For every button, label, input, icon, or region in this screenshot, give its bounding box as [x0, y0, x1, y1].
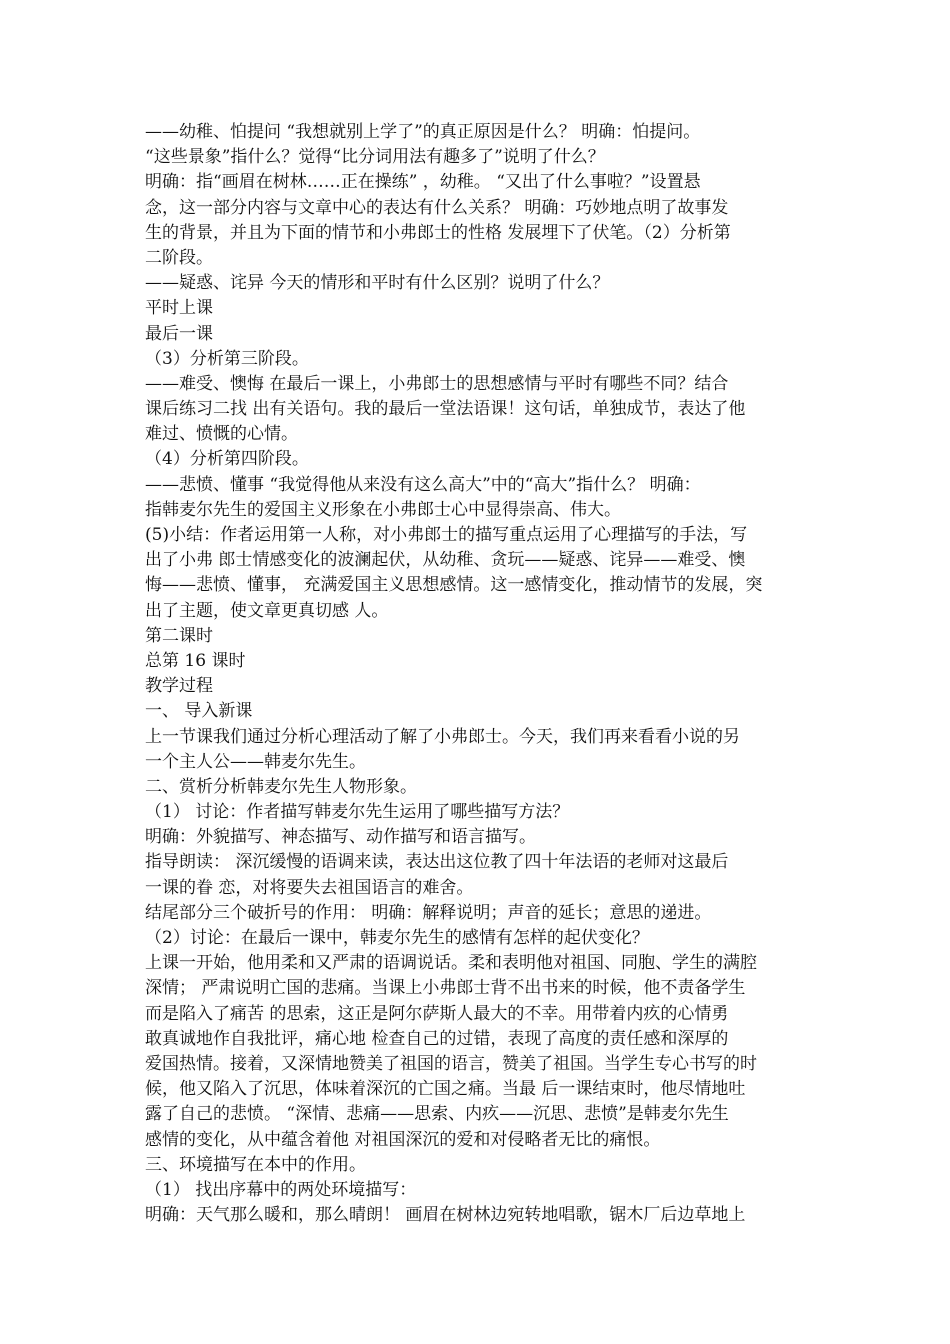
text-line: 二阶段。 [145, 247, 213, 268]
text-line: 三、环境描写在本中的作用。 [145, 1154, 366, 1175]
text-line: 上一节课我们通过分析心理活动了解了小弗郎士。今天，我们再来看看小说的另 [145, 726, 740, 747]
text-line: ——悲愤、懂事 “我觉得他从来没有这么高大”中的“高大”指什么？ 明确： [145, 474, 701, 495]
text-line: 课后练习二找 出有关语句。我的最后一堂法语课！这句话，单独成节，表达了他 [145, 399, 746, 420]
text-line: 上课一开始，他用柔和又严肃的语调说话。柔和表明他对祖国、同胞、学生的满腔 [145, 953, 757, 974]
text-line: 爱国热情。接着，又深情地赞美了祖国的语言，赞美了祖国。当学生专心书写的时 [145, 1053, 757, 1074]
text-line: 敢真诚地作自我批评，痛心地 检查自己的过错，表现了高度的责任感和深厚的 [145, 1028, 729, 1049]
text-line: 念，这一部分内容与文章中心的表达有什么关系？ 明确：巧妙地点明了故事发 [145, 197, 729, 218]
text-line: 结尾部分三个破折号的作用： 明确：解释说明；声音的延长；意思的递进。 [145, 902, 712, 923]
text-line: 露了自己的悲愤。 “深情、悲痛——思索、内疚——沉思、悲愤”是韩麦尔先生 [145, 1104, 729, 1125]
text-line: 二、赏析分析韩麦尔先生人物形象。 [145, 776, 417, 797]
text-line: 难过、愤慨的心情。 [145, 424, 298, 445]
text-line: （1） 找出序幕中的两处环境描写： [145, 1179, 417, 1200]
text-line: 明确：天气那么暖和，那么晴朗！ 画眉在树林边宛转地唱歌，锯木厂后边草地上 [145, 1205, 746, 1226]
text-line: 第二课时 [145, 625, 213, 646]
text-line: 最后一课 [145, 323, 213, 344]
text-line: （4）分析第四阶段。 [145, 449, 309, 470]
text-line: （3）分析第三阶段。 [145, 348, 309, 369]
text-line: (5)小结：作者运用第一人称，对小弗郎士的描写重点运用了心理描写的手法，写 [145, 525, 748, 545]
text-line: 感情的变化，从中蕴含着他 对祖国深沉的爱和对侵略者无比的痛恨。 [145, 1129, 661, 1150]
text-line: 生的背景，并且为下面的情节和小弗郎士的性格 发展埋下了伏笔。（2）分析第 [145, 222, 731, 243]
text-line: 指韩麦尔先生的爱国主义形象在小弗郎士心中显得崇高、伟大。 [145, 499, 621, 520]
text-line: 总第 16 课时 [145, 650, 246, 671]
text-line: 一、 导入新课 [145, 701, 253, 722]
text-line: ——难受、懊悔 在最后一课上，小弗郎士的思想感情与平时有哪些不同？结合 [145, 373, 729, 394]
text-line: 而是陷入了痛苦 的思索，这正是阿尔萨斯人最大的不幸。用带着内疚的心情勇 [145, 1003, 729, 1024]
text-line: （2）讨论：在最后一课中，韩麦尔先生的感情有怎样的起伏变化？ [145, 928, 649, 948]
text-line: “这些景象”指什么？觉得“比分词用法有趣多了”说明了什么？ [145, 147, 605, 168]
text-line: 深情； 严肃说明亡国的悲痛。当课上小弗郎士背不出书来的时候，他不责备学生 [145, 978, 746, 999]
document-body [145, 120, 810, 1228]
text-line: 平时上课 [145, 298, 213, 319]
text-line: 出了主题，使文章更真切感 人。 [145, 600, 389, 621]
text-line: 指导朗读： 深沉缓慢的语调来读，表达出这位教了四十年法语的老师对这最后 [145, 852, 729, 873]
text-line: 教学过程 [145, 676, 213, 697]
text-line: 出了小弗 郎士情感变化的波澜起伏，从幼稚、贪玩——疑惑、诧异——难受、懊 [145, 550, 746, 571]
text-line: （1） 讨论：作者描写韩麦尔先生运用了哪些描写方法？ [145, 802, 570, 823]
text-line: ——幼稚、怕提问 “我想就别上学了”的真正原因是什么？ 明确：怕提问。 [145, 122, 701, 142]
text-line: 悔——悲愤、懂事， 充满爱国主义思想感情。这一感情变化，推动情节的发展，突 [145, 575, 763, 596]
text-line: ——疑惑、诧异 今天的情形和平时有什么区别？说明了什么？ [145, 273, 610, 294]
text-line: 一课的眷 恋，对将要失去祖国语言的难舍。 [145, 877, 474, 898]
text-line: 明确：外貌描写、神态描写、动作描写和语言描写。 [145, 827, 536, 848]
text-line: 候，他又陷入了沉思，体味着深沉的亡国之痛。当最 后一课结束时，他尽情地吐 [145, 1079, 746, 1100]
text-line: 明确：指“画眉在树林……正在操练” ，幼稚。 “又出了什么事啦？”设置悬 [145, 172, 701, 193]
text-line: 一个主人公——韩麦尔先生。 [145, 751, 366, 772]
